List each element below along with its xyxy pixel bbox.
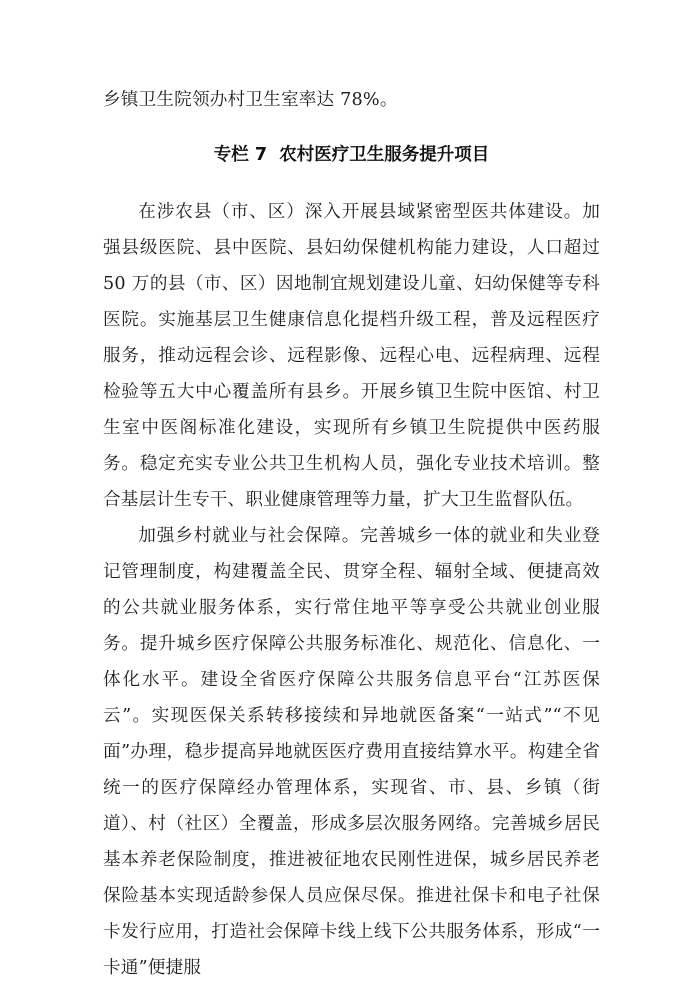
paragraph-medical-services: 在涉农县（市、区）深入开展县域紧密型医共体建设。加强县级医院、县中医院、县妇幼保健机构能力建设，人口超过 50 万的县（市、区）因地制宜规划建设儿童、妇幼保健等专科医院。实施基层卫生健康信息化提档升级工程，普及远程医疗服务，推动远程会诊、远程影像、远程心电、远程病理、远程检验等五大中心覆盖所有县乡。开展乡镇卫生院中医馆、村卫生室中医阁标准化建设，实现所有乡镇卫生院提供中医药服务。稳定充实专业公共卫生机构人员，强化专业技术培训。整合基层计生专干、职业健康管理等力量，扩大卫生监督队伍。: [103, 202, 600, 510]
intro-line: 乡镇卫生院领办村卫生室率达 78%。: [103, 90, 398, 110]
box-title: 专栏 7 农村医疗卫生服务提升项目: [213, 145, 490, 165]
paragraph-employment-social-security: 加强乡村就业与社会保障。完善城乡一体的就业和失业登记管理制度，构建覆盖全民、贯穿全程、辐射全域、便捷高效的公共就业服务体系，实行常住地平等享受公共就业创业服务。提升城乡医疗保障公共服务标准化、规范化、信息化、一体化水平。建设全省医疗保障公共服务信息平台“江苏医保云”。实现医保关系转移接续和异地就医备案“一站式”“不见面”办理，稳步提高异地就医医疗费用直接结算水平。构建全省统一的医疗保障经办管理体系，实现省、市、县、乡镇（街道）、村（社区）全覆盖，形成多层次服务网络。完善城乡居民基本养老保险制度，推进被征地农民刚性进保，城乡居民养老保险基本实现适龄参保人员应保尽保。推进社保卡和电子社保卡发行应用，打造社会保障卡线上线下公共服务体系，形成“一卡通”便捷服: [103, 526, 600, 978]
